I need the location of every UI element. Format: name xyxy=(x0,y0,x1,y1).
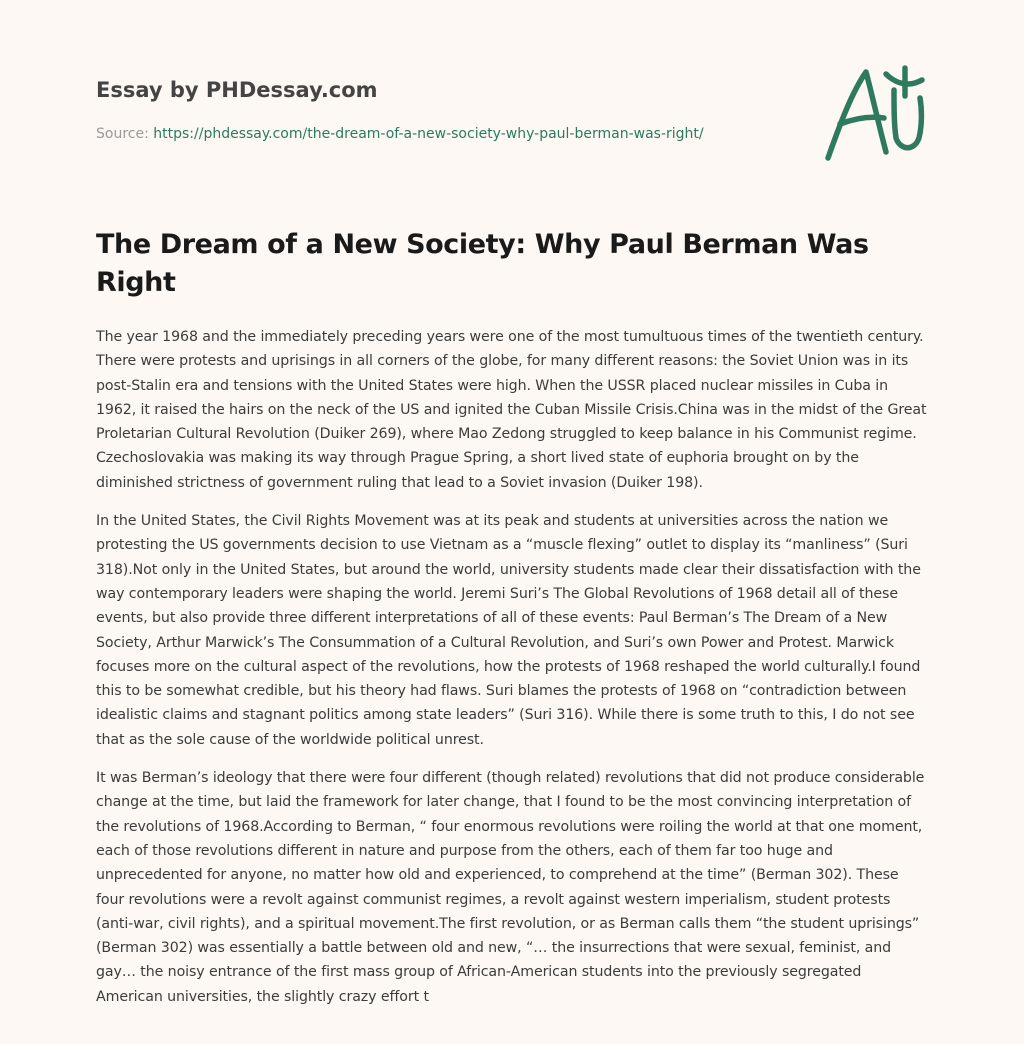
a-plus-icon xyxy=(818,62,928,166)
essay-body xyxy=(96,325,930,1023)
essay-header xyxy=(96,76,796,144)
source-label: Source: xyxy=(96,126,154,142)
essay-paragraph: In the United States, the Civil Rights Movement was at its peak and students at universities across the nation we protesting the US governments decision to use Vietnam as a “muscle flexing” outlet to display its “manliness” (Suri 318).Not only in the United States, but around the world, university students made clear their dissatisfaction with the way contemporary leaders were shaping the world. Jeremi Suri’s The Global Revolutions of 1968 detail all of these events, but also provide three different interpretations of all of these events: Paul Berman’s The Dream of a New Society, Arthur Marwick’s The Consummation of a Cultural Revolution, and Suri’s own Power and Protest. Marwick focuses more on the cultural aspect of the revolutions, how the protests of 1968 reshaped the world culturally.I found this to be somewhat credible, but his theory had flaws. Suri blames the protests of 1968 on “contradiction between idealistic claims and stagnant politics among state leaders” (Suri 316). While there is some truth to this, I do not see that as the sole cause of the worldwide political unrest. xyxy=(96,513,921,748)
source-link[interactable]: https://phdessay.com/the-dream-of-a-new-society-why-paul-berman-was-right/ xyxy=(153,126,704,142)
essay-paragraph: It was Berman’s ideology that there were four different (though related) revolutions that did not produce considerable change at the time, but laid the framework for later change, that I found to be the most convincing interpretation of the revolutions of 1968.According to Berman, “ four enormous revolutions were roiling the world at that one moment, each of those revolutions different in nature and purpose from the others, each of them far too huge and unprecedented for anyone, no matter how old and experienced, to comprehend at the time” (Berman 302). These four revolutions were a revolt against communist regimes, a revolt against western imperialism, student protests (anti-war, civil rights), and a spiritual movement.The first revolution, or as Berman calls them “the student uprisings” (Berman 302) was essentially a battle between old and new, “… the insurrections that were sexual, feminist, and gay… the noisy entrance of the first mass group of African-American students into the previously segregated American universities, the slightly crazy effort t xyxy=(96,770,925,1005)
essay-title: The Dream of a New Society: Why Paul Berman Was Right xyxy=(96,229,869,298)
essay-paragraph: The year 1968 and the immediately preceding years were one of the most tumultuous times of the twentieth century. There were protests and uprisings in all corners of the globe, for many different reasons: the Soviet Union was in its post-Stalin era and tensions with the United States were high. When the USSR placed nuclear missiles in Cuba in 1962, it raised the hairs on the neck of the US and ignited the Cuban Missile Crisis.China was in the midst of the Great Proletarian Cultural Revolution (Duiker 269), where Mao Zedong struggled to keep balance in his Communist regime. Czechoslovakia was making its way through Prague Spring, a short lived state of euphoria brought on by the diminished strictness of government ruling that lead to a Soviet invasion (Duiker 198). xyxy=(96,329,927,491)
brand-title: Essay by PHDessay.com xyxy=(96,78,378,102)
source-line xyxy=(96,124,796,144)
